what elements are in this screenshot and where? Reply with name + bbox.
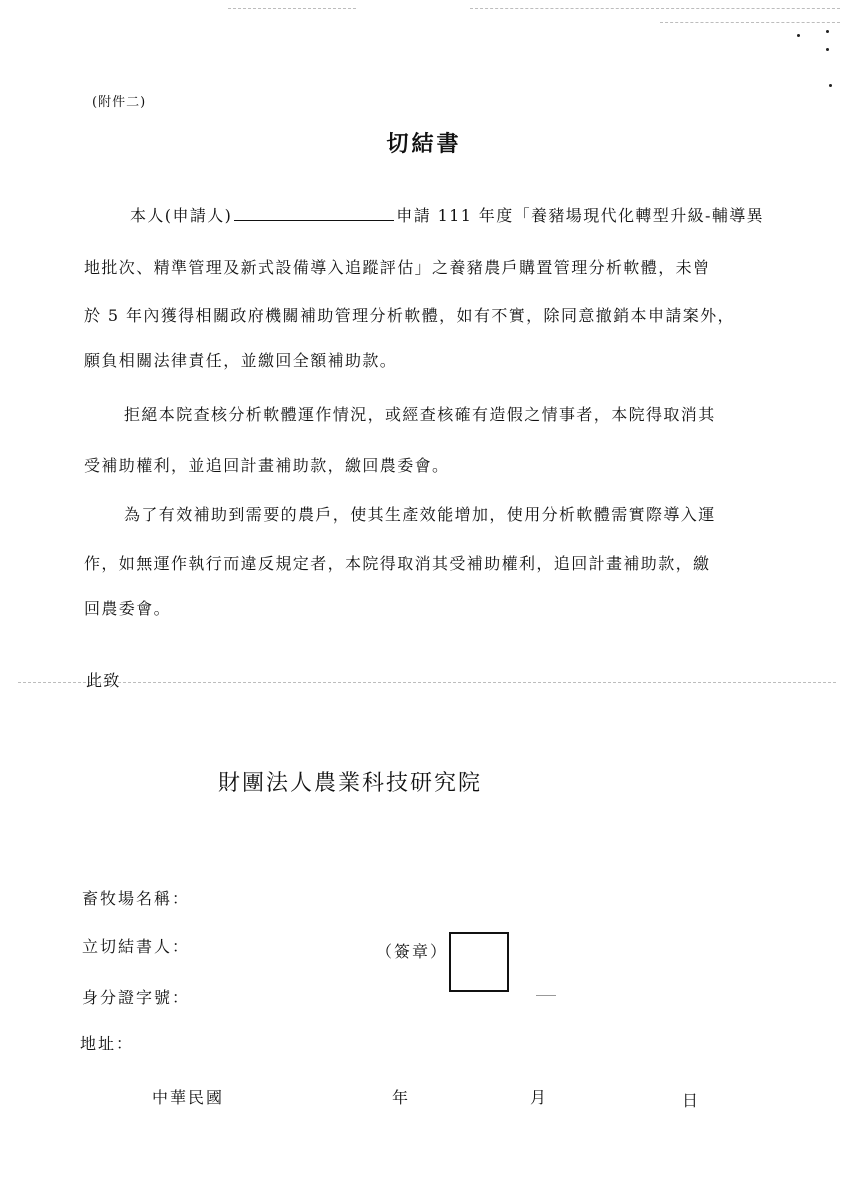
scan-artifact-fold-line [18, 682, 836, 683]
scan-artifact-dot [829, 84, 832, 87]
applicant-name-blank[interactable] [234, 204, 394, 221]
farm-name-label: 畜牧場名稱： [82, 889, 191, 908]
scan-artifact-dot [826, 48, 829, 51]
id-number-label: 身分證字號： [82, 988, 191, 1007]
applicant-suffix: 申請 111 年度「養豬場現代化轉型升級-輔導異 [396, 206, 765, 225]
date-year-label: 年 [392, 1088, 411, 1107]
paragraph-1-line-3: 於 5 年內獲得相關政府機關補助管理分析軟體，如有不實，除同意撤銷本申請案外， [84, 306, 735, 325]
paragraph-2-line-1: 拒絕本院查核分析軟體運作情況，或經查核確有造假之情事者，本院得取消其 [124, 405, 716, 424]
scan-artifact-top-line [470, 8, 840, 9]
address-label: 地址： [80, 1034, 135, 1053]
paragraph-3-line-3: 回農委會。 [84, 599, 172, 618]
paragraph-1-line-2: 地批次、精準管理及新式設備導入追蹤評估」之養豬農戶購置管理分析軟體，未曾 [84, 258, 711, 277]
paragraph-2-line-2: 受補助權利，並追回計畫補助款，繳回農委會。 [84, 456, 450, 475]
date-day-label: 日 [682, 1091, 701, 1110]
seal-label: （簽章） [376, 942, 449, 961]
declarant-label: 立切結書人： [82, 937, 191, 956]
date-month-label: 月 [530, 1088, 549, 1107]
closing-salutation: 此致 [86, 671, 121, 690]
paragraph-3-line-1: 為了有效補助到需要的農戶，使其生產效能增加，使用分析軟體需實際導入運 [124, 505, 716, 524]
recipient-institute: 財團法人農業科技研究院 [218, 771, 483, 796]
scan-artifact-dot [826, 30, 829, 33]
applicant-prefix: 本人(申請人) [130, 206, 233, 225]
date-era: 中華民國 [152, 1088, 225, 1107]
scan-artifact-top-line [228, 8, 356, 9]
scan-artifact-dot [797, 34, 800, 37]
attachment-label: (附件二) [92, 95, 147, 110]
scan-artifact-mark [536, 995, 556, 996]
paragraph-3-line-2: 作，如無運作執行而違反規定者，本院得取消其受補助權利，追回計畫補助款，繳 [84, 554, 711, 573]
paragraph-1-line-1 [130, 203, 764, 226]
scan-artifact-top-line [660, 22, 840, 23]
signature-seal-box[interactable] [449, 932, 509, 992]
document-title: 切結書 [386, 131, 462, 157]
paragraph-1-line-4: 願負相關法律責任，並繳回全額補助款。 [84, 351, 398, 370]
